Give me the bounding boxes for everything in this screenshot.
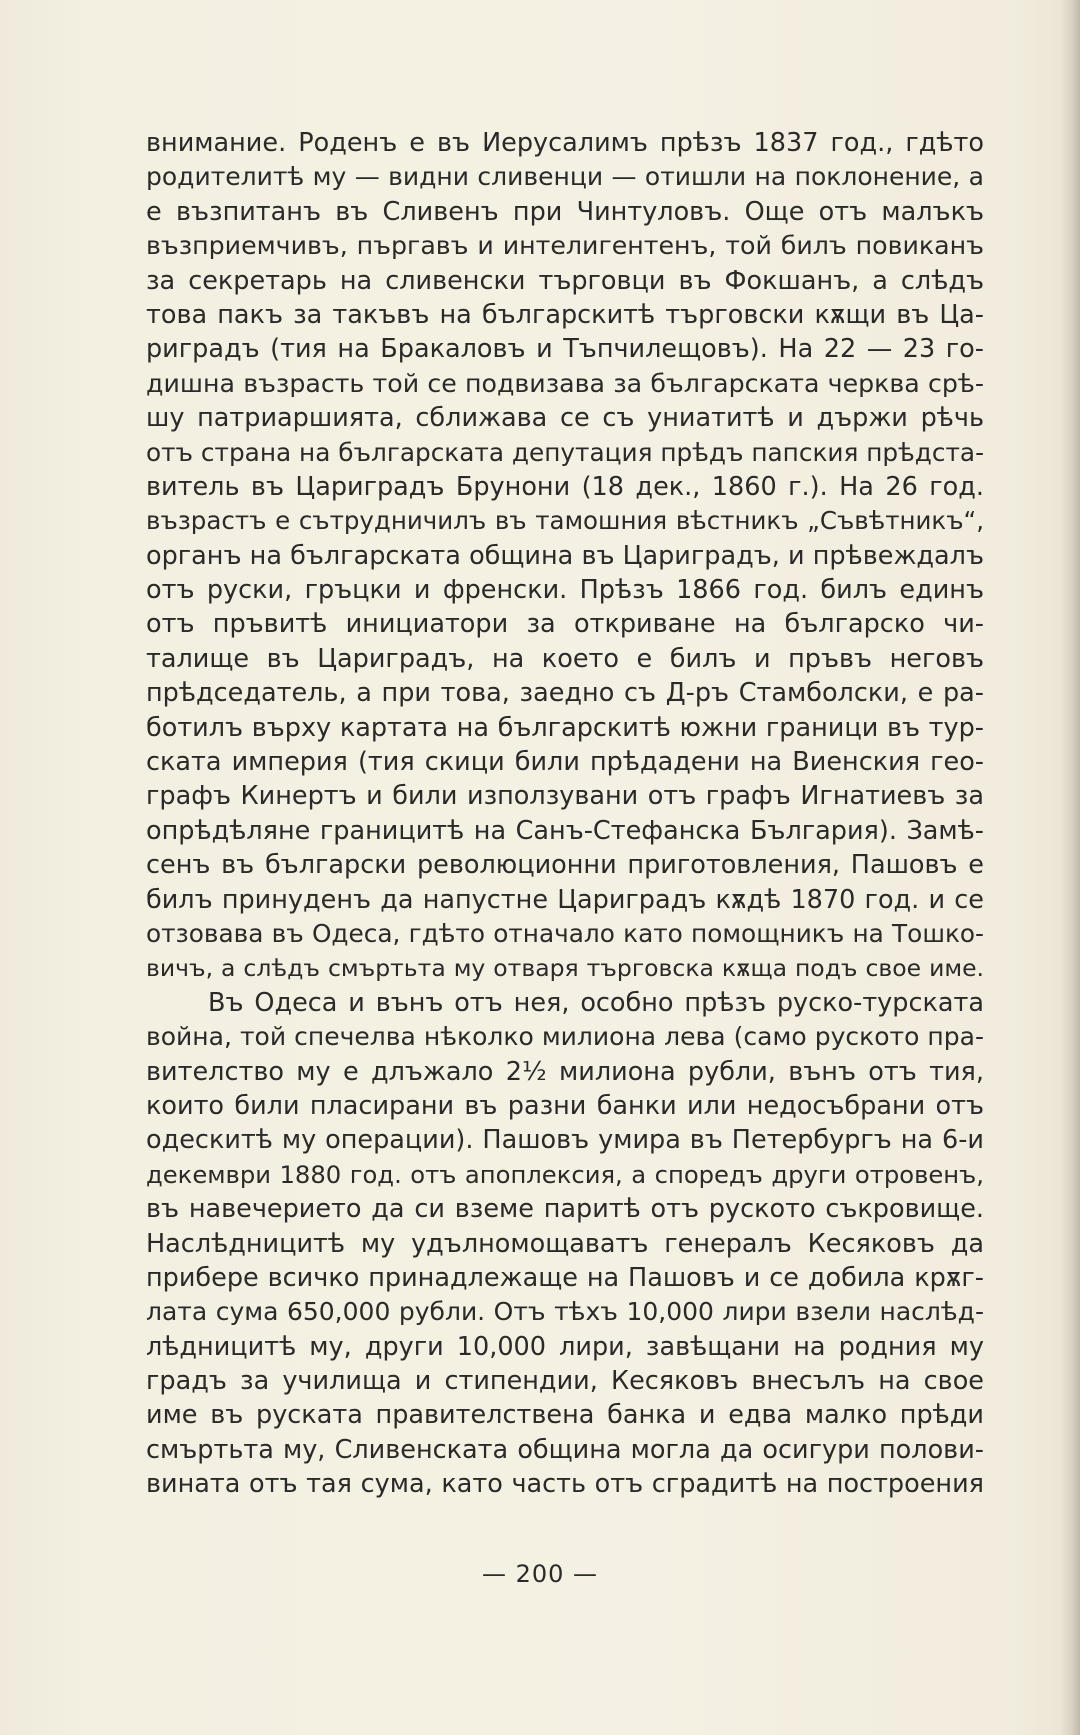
text-line: прѣдседатель, а при това, заедно съ Д-ръ Стамболски, е ра- xyxy=(146,678,984,709)
text-line: възприемчивъ, пъргавъ и интелигентенъ, той билъ повиканъ xyxy=(146,231,984,261)
text-line: война, той спечелва нѣколко милиона лева (само руското пра- xyxy=(146,1022,984,1052)
text-line: отъ пръвитѣ инициатори за откриване на българско чи- xyxy=(146,609,984,640)
text-line: ботилъ върху картата на българскитѣ южни граници въ тур- xyxy=(146,712,984,743)
text-line: билъ принуденъ да напустне Цариградъ кѫдѣ 1870 год. и се xyxy=(146,884,984,915)
text-line: смъртьта му, Сливенската община могла да осигури полови- xyxy=(146,1434,984,1465)
text-line: внимание. Роденъ е въ Иерусалимъ прѣзъ 1837 год., гдѣто xyxy=(146,128,984,158)
text-line: одескитѣ му операции). Пашовъ умира въ Петербургъ на 6-и xyxy=(146,1125,984,1156)
text-line: градъ за училища и стипендии, Кесяковъ внесълъ на свое xyxy=(146,1366,984,1397)
text-line: риградъ (тия на Бракаловъ и Тъпчилещовъ). На 22 — 23 го- xyxy=(146,334,984,365)
text-line: прибере всичко принадлежаще на Пашовъ и се добила крѫг- xyxy=(146,1262,984,1293)
text-line: ската империя (тия скици били прѣдадени на Виенския гео- xyxy=(146,747,984,778)
text-line: това пакъ за такъвъ на българскитѣ търговски кѫщи въ Ца- xyxy=(146,299,984,330)
text-line: родителитѣ му — видни сливенци — отишли на поклонение, а xyxy=(146,162,984,192)
text-line: отзовава въ Одеса, гдѣто отначало като помощникъ на Тошко- xyxy=(146,918,984,948)
text-line: органъ на българската община въ Цариградъ, и прѣвеждалъ xyxy=(146,540,984,571)
text-line: вителство му е длъжало 2½ милиона рубли, вънъ отъ тия, xyxy=(146,1056,984,1087)
text-line: лата сума 650,000 рубли. Отъ тѣхъ 10,000 лири взели наслѣд- xyxy=(146,1297,984,1327)
text-line: декември 1880 год. отъ апоплексия, а споредъ други отровенъ, xyxy=(146,1159,984,1189)
text-line: вината отъ тая сума, като часть отъ сградитѣ на построения xyxy=(146,1469,984,1500)
text-line: отъ руски, гръцки и френски. Прѣзъ 1866 год. билъ единъ xyxy=(146,575,984,606)
body-text xyxy=(146,126,984,1502)
text-line: вичъ, а слѣдъ смъртьта му отваря търговска кѫща подъ свое име. xyxy=(146,954,984,983)
text-line: шу патриаршията, сближава се съ униатитѣ и държи рѣчь xyxy=(146,403,984,434)
page-number: — 200 — xyxy=(481,1560,599,1588)
text-line: отъ страна на българската депутация прѣдъ папския прѣдста- xyxy=(146,437,984,467)
text-line: сенъ въ български революционни приготовления, Пашовъ е xyxy=(146,850,984,881)
text-line: витель въ Цариградъ Брунони (18 дек., 1860 г.). На 26 год. xyxy=(146,471,984,502)
text-line: талище въ Цариградъ, на което е билъ и пръвъ неговъ xyxy=(146,643,984,674)
text-line: лѣдницитѣ му, други 10,000 лири, завѣщани на родния му xyxy=(146,1331,984,1362)
text-line: опрѣдѣляне границитѣ на Санъ-Стефанска България). Замѣ- xyxy=(146,815,984,846)
text-line: дишна възрасть той се подвизава за българската черква срѣ- xyxy=(146,368,984,398)
text-line: въ навечерието да си вземе паритѣ отъ руското съкровище. xyxy=(146,1194,984,1225)
text-line: е възпитанъ въ Сливенъ при Чинтуловъ. Още отъ малъкъ xyxy=(146,196,984,227)
text-line: за секретарь на сливенски търговци въ Фокшанъ, а слѣдъ xyxy=(146,265,984,296)
text-line: име въ руската правителствена банка и едва малко прѣди xyxy=(146,1400,984,1431)
text-line: възрастъ е сътрудничилъ въ тамошния вѣстникъ „Съвѣтникъ“, xyxy=(146,506,984,536)
text-line: Наслѣдницитѣ му удълномощаватъ генералъ Кесяковъ да xyxy=(146,1228,984,1259)
paragraph-first-line: Въ Одеса и вънъ отъ нея, особно прѣзъ руско-турската xyxy=(208,987,984,1018)
text-line: които били пласирани въ разни банки или недосъбрани отъ xyxy=(146,1090,984,1121)
page-edge-shadow xyxy=(1060,0,1080,1735)
text-line: графъ Кинертъ и били използувани отъ графъ Игнатиевъ за xyxy=(146,781,984,812)
